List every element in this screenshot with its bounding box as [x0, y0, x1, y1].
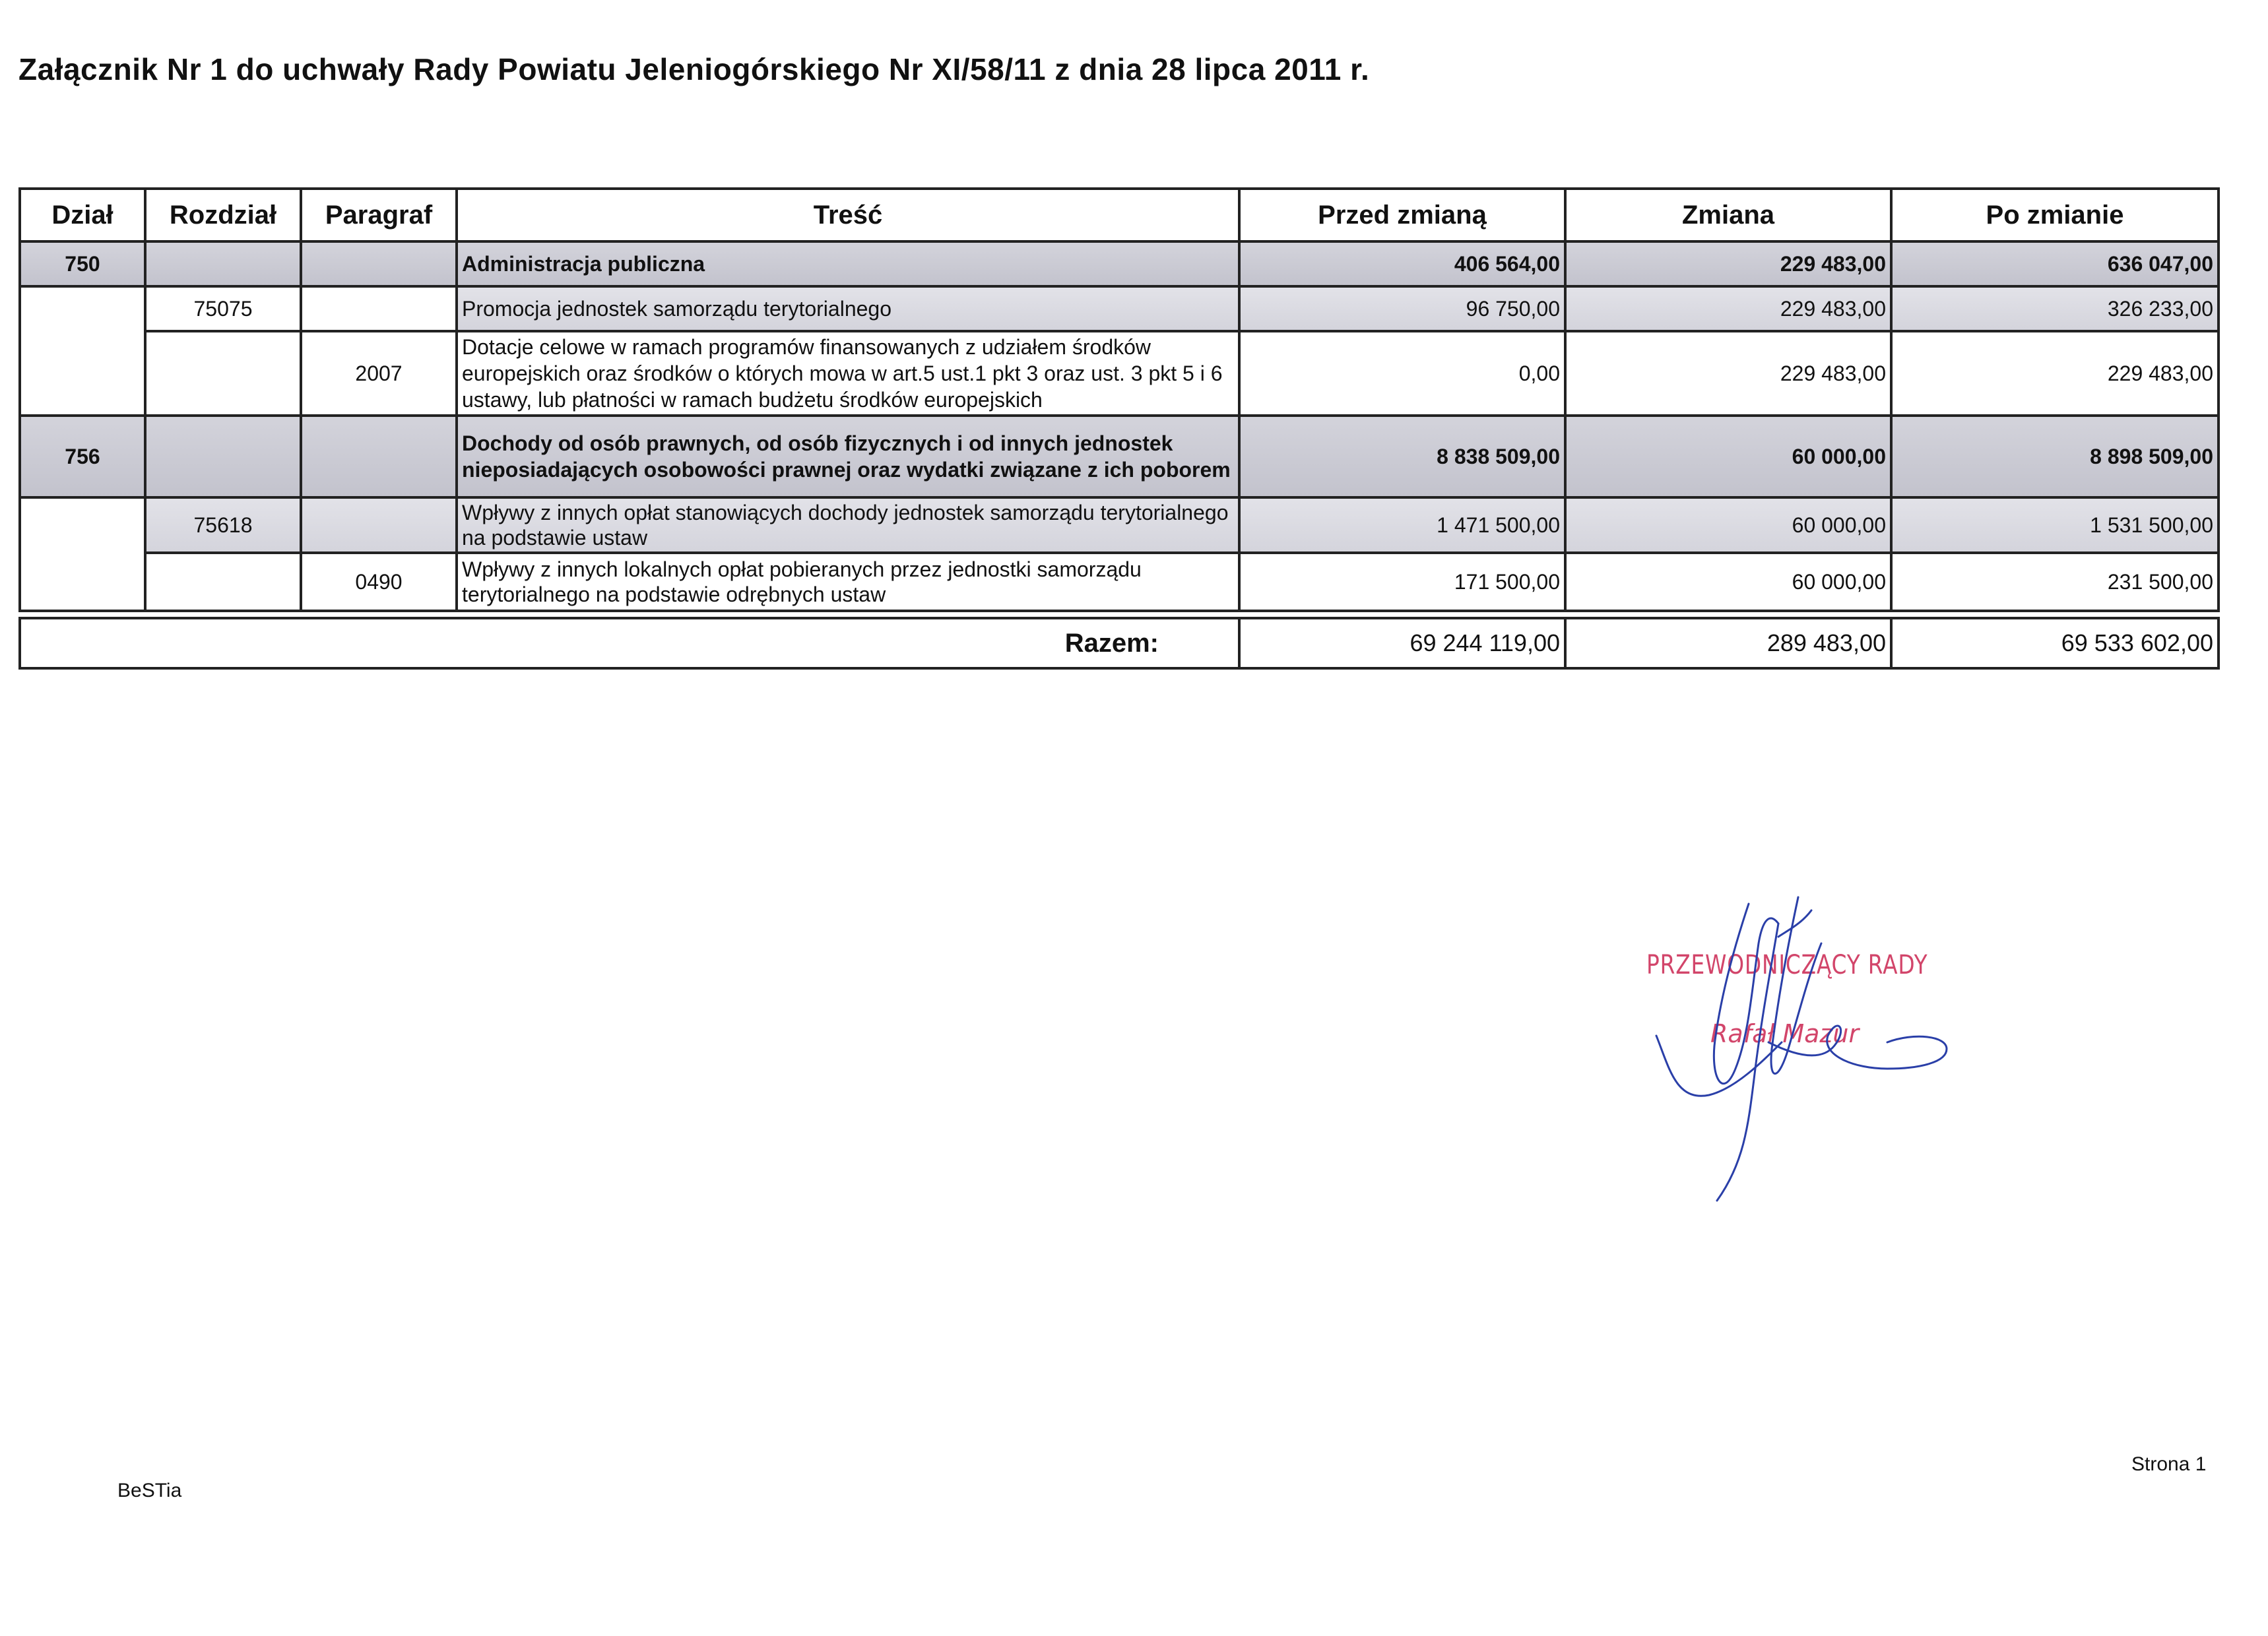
cell-po: 231 500,00 — [1891, 553, 2219, 611]
table-row — [20, 286, 2219, 331]
cell-po: 326 233,00 — [1891, 286, 2219, 331]
cell-paragraf — [301, 416, 457, 497]
table-row — [20, 497, 2219, 553]
cell-rozdzial — [145, 331, 301, 416]
cell-tresc: Dotacje celowe w ramach programów finansowanych z udziałem środków europejskich oraz środków o których mowa w art.5 ust.1 pkt 3 oraz ust. 3 pkt 5 i 6 ustawy, lub płatności w ramach budżetu środków europejskich — [457, 331, 1239, 416]
cell-zmiana: 229 483,00 — [1565, 331, 1891, 416]
cell-dzial: 756 — [20, 416, 145, 497]
header-paragraf: Paragraf — [301, 189, 457, 241]
cell-rozdzial — [145, 553, 301, 611]
cell-paragraf: 0490 — [301, 553, 457, 611]
cell-przed: 1 471 500,00 — [1239, 497, 1565, 553]
budget-table — [18, 187, 2220, 612]
cell-rozdzial — [145, 416, 301, 497]
cell-po: 8 898 509,00 — [1891, 416, 2219, 497]
cell-przed: 0,00 — [1239, 331, 1565, 416]
table-header-row — [20, 189, 2219, 241]
table-row — [20, 416, 2219, 497]
cell-zmiana: 60 000,00 — [1565, 553, 1891, 611]
header-po-zmianie: Po zmianie — [1891, 189, 2219, 241]
total-po: 69 533 602,00 — [1891, 618, 2219, 668]
table-row — [20, 553, 2219, 611]
cell-przed: 406 564,00 — [1239, 241, 1565, 286]
cell-paragraf — [301, 286, 457, 331]
cell-tresc: Wpływy z innych opłat stanowiących dochody jednostek samorządu terytorialnego na podstawie ustaw — [457, 497, 1239, 553]
header-dzial: Dział — [20, 189, 145, 241]
cell-przed: 171 500,00 — [1239, 553, 1565, 611]
cell-zmiana: 60 000,00 — [1565, 497, 1891, 553]
cell-paragraf — [301, 497, 457, 553]
cell-dzial — [20, 286, 145, 416]
cell-dzial — [20, 497, 145, 611]
header-rozdzial: Rozdział — [145, 189, 301, 241]
handwritten-signature — [1636, 884, 1980, 1214]
header-zmiana: Zmiana — [1565, 189, 1891, 241]
cell-zmiana: 60 000,00 — [1565, 416, 1891, 497]
cell-tresc: Administracja publiczna — [457, 241, 1239, 286]
header-tresc: Treść — [457, 189, 1239, 241]
table-row — [20, 331, 2219, 416]
header-przed-zmiana: Przed zmianą — [1239, 189, 1565, 241]
cell-rozdzial: 75618 — [145, 497, 301, 553]
cell-przed: 8 838 509,00 — [1239, 416, 1565, 497]
total-zmiana: 289 483,00 — [1565, 618, 1891, 668]
signature-name: Rafał Mazur — [1710, 1019, 1860, 1048]
cell-zmiana: 229 483,00 — [1565, 241, 1891, 286]
cell-rozdzial: 75075 — [145, 286, 301, 331]
cell-paragraf — [301, 241, 457, 286]
footer-software-name: BeSTia — [117, 1480, 182, 1501]
footer-page-number: Strona 1 — [2131, 1453, 2207, 1475]
cell-po: 229 483,00 — [1891, 331, 2219, 416]
signature-title: PRZEWODNICZĄCY RADY — [1646, 950, 1928, 980]
cell-po: 636 047,00 — [1891, 241, 2219, 286]
cell-tresc: Dochody od osób prawnych, od osób fizycznych i od innych jednostek nieposiadających osobowości prawnej oraz wydatki związane z ich poborem — [457, 416, 1239, 497]
cell-dzial: 750 — [20, 241, 145, 286]
total-label: Razem: — [20, 618, 1239, 668]
cell-zmiana: 229 483,00 — [1565, 286, 1891, 331]
cell-po: 1 531 500,00 — [1891, 497, 2219, 553]
table-row — [20, 241, 2219, 286]
cell-przed: 96 750,00 — [1239, 286, 1565, 331]
total-table — [18, 617, 2220, 670]
total-row — [20, 618, 2219, 668]
cell-rozdzial — [145, 241, 301, 286]
cell-tresc: Wpływy z innych lokalnych opłat pobieranych przez jednostki samorządu terytorialnego na podstawie odrębnych ustaw — [457, 553, 1239, 611]
document-title: Załącznik Nr 1 do uchwały Rady Powiatu Jeleniogórskiego Nr XI/58/11 z dnia 28 lipca 2011 r. — [18, 52, 1370, 86]
cell-tresc: Promocja jednostek samorządu terytorialnego — [457, 286, 1239, 331]
cell-paragraf: 2007 — [301, 331, 457, 416]
total-przed: 69 244 119,00 — [1239, 618, 1565, 668]
